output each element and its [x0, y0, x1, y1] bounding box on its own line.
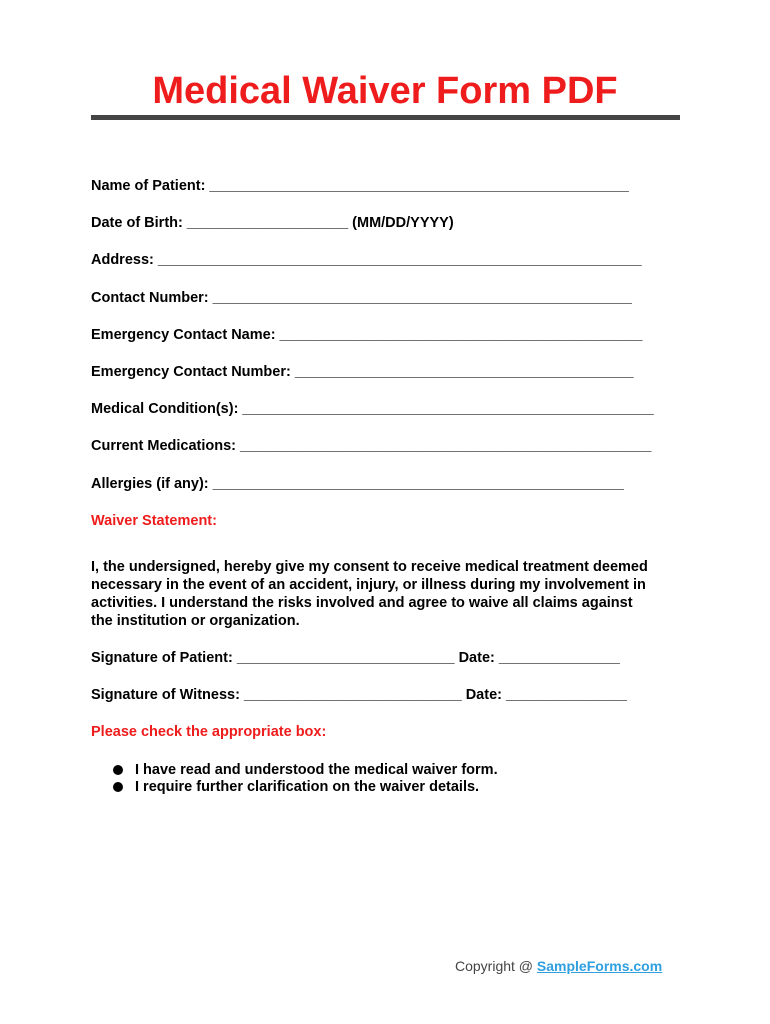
bullet-icon[interactable]: [113, 782, 123, 792]
checkbox-option-label: I require further clarification on the waiver details.: [135, 779, 480, 795]
current-medications-field[interactable]: Current Medications: ___________________________________________________: [91, 438, 652, 454]
emergency-contact-number-field[interactable]: Emergency Contact Number: __________________________________________: [91, 364, 634, 380]
checkbox-option-understood[interactable]: [113, 761, 498, 779]
checkbox-heading: Please check the appropriate box:: [91, 724, 327, 740]
bullet-icon[interactable]: [113, 765, 123, 775]
waiver-line: activities. I understand the risks involved and agree to waive all claims against: [91, 595, 633, 611]
brand-link[interactable]: SampleForms.com: [536, 958, 663, 974]
address-field[interactable]: Address: ____________________________________________________________: [91, 252, 642, 268]
title-divider: [91, 115, 680, 120]
waiver-line: necessary in the event of an accident, injury, or illness during my involvement in: [91, 577, 646, 593]
copyright-footer: [455, 958, 662, 974]
page-title: Medical Waiver Form PDF: [152, 70, 618, 112]
waiver-statement: [91, 558, 691, 630]
waiver-line: the institution or organization.: [91, 613, 300, 629]
contact-number-field[interactable]: Contact Number: ____________________________________________________: [91, 290, 632, 306]
waiver-line: I, the undersigned, hereby give my consent to receive medical treatment deemed: [91, 559, 648, 575]
patient-signature-field[interactable]: Signature of Patient: ___________________________ Date: _______________: [91, 650, 620, 666]
dob-field[interactable]: Date of Birth: ____________________ (MM/DD/YYYY): [91, 215, 454, 231]
witness-signature-field[interactable]: Signature of Witness: ___________________________ Date: _______________: [91, 687, 627, 703]
emergency-contact-name-field[interactable]: Emergency Contact Name: _____________________________________________: [91, 327, 643, 343]
waiver-heading: Waiver Statement:: [91, 513, 217, 529]
checkbox-option-clarification[interactable]: [113, 778, 479, 796]
copyright-text: Copyright @: [455, 958, 537, 974]
medical-conditions-field[interactable]: Medical Condition(s): ___________________________________________________: [91, 401, 654, 417]
patient-name-field[interactable]: Name of Patient: ____________________________________________________: [91, 178, 629, 194]
checkbox-option-label: I have read and understood the medical waiver form.: [135, 762, 498, 778]
allergies-field[interactable]: Allergies (if any): ___________________________________________________: [91, 476, 624, 492]
